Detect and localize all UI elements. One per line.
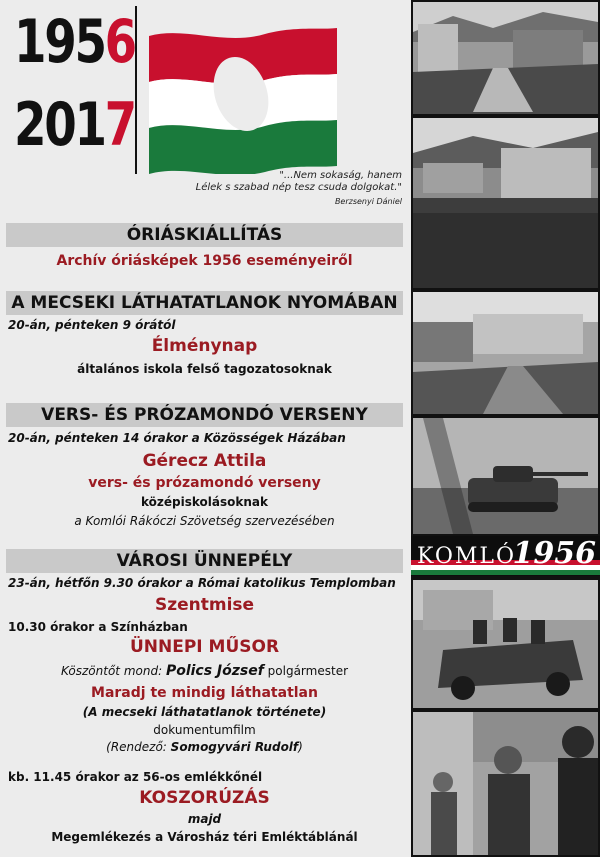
- invisible-time: 20-án, pénteken 9 órától: [8, 318, 176, 332]
- photo-square-rally: [413, 118, 598, 288]
- contest-audience: középiskolásoknak: [141, 495, 268, 509]
- photo-armored-vehicle: [413, 580, 598, 708]
- greeting-prefix: Köszöntőt mond:: [60, 664, 163, 678]
- ceremony-time-2: 10.30 órakor a Színházban: [8, 620, 188, 634]
- berzsenyi-quote: [196, 170, 402, 208]
- ceremony-title: VÁROSI ÜNNEPÉLY: [6, 549, 403, 573]
- contest-time: 20-án, pénteken 14 órakor a Közösségek Házában: [8, 431, 346, 445]
- photo-city-march: [413, 292, 598, 414]
- contest-name: Gérecz Attila: [142, 451, 267, 471]
- ceremony-time-3: kb. 11.45 órakor az 56-os emlékkőnél: [8, 770, 263, 784]
- film-title: Maradj te mindig láthatatlan: [91, 685, 318, 701]
- contest-organizer: a Komlói Rákóczi Szövetség szervezésében: [74, 514, 335, 528]
- hungarian-flag-with-hole-icon: [145, 24, 341, 174]
- director-name: Somogyvári Rudolf: [170, 740, 299, 754]
- banner-city-name: KOMLÓ: [417, 544, 517, 569]
- ceremony-time-1: 23-án, hétfőn 9.30 órakor a Római katolikus Templomban: [8, 576, 396, 590]
- komlo-1956-banner: [411, 536, 600, 576]
- ceremony-greeting: [6, 663, 403, 679]
- film-type: dokumentumfilm: [153, 723, 256, 737]
- ceremony-program: ÜNNEPI MŰSOR: [129, 637, 280, 657]
- invisible-title: A MECSEKI LÁTHATATLANOK NYOMÁBAN: [6, 291, 403, 315]
- year-2017: [14, 90, 135, 160]
- greeting-role: polgármester: [267, 664, 349, 678]
- director-suffix: ): [298, 740, 303, 754]
- year-1956: [14, 7, 135, 77]
- greeting-name: Polics József: [165, 663, 264, 679]
- year-1956-black: 195: [14, 7, 105, 77]
- exhibition-title: ÓRIÁSKIÁLLÍTÁS: [6, 223, 403, 247]
- contest-title: VERS- ÉS PRÓZAMONDÓ VERSENY: [6, 403, 403, 427]
- quote-line-1: "...Nem sokaság, hanem: [279, 170, 402, 181]
- exhibition-subtitle: Archív óriásképek 1956 eseményeiről: [56, 253, 353, 269]
- year-2017-black: 201: [14, 90, 105, 160]
- photo-tank: [413, 418, 598, 534]
- photo-street-crowd: [413, 2, 598, 114]
- ceremony-mass: Szentmise: [154, 595, 255, 615]
- invisible-event: Élménynap: [151, 336, 258, 356]
- film-director: [6, 740, 403, 754]
- contest-subtitle: vers- és prózamondó verseny: [88, 475, 321, 491]
- quote-line-2: Lélek s szabad nép tesz csuda dolgokat.": [195, 182, 402, 193]
- year-1956-red-digit: 6: [104, 7, 135, 77]
- ceremony-then: majd: [187, 812, 222, 826]
- invisible-audience: általános iskola felső tagozatosoknak: [77, 362, 332, 376]
- photo-soldiers: [413, 712, 598, 855]
- archive-photo-column: [411, 0, 600, 857]
- ceremony-memorial: Megemlékezés a Városház téri Emléktáblánál: [51, 830, 358, 844]
- director-prefix: (Rendező:: [106, 740, 167, 754]
- quote-author: Berzsenyi Dániel: [334, 197, 402, 206]
- year-2017-red-digit: 7: [104, 90, 135, 160]
- ceremony-wreath: KOSZORÚZÁS: [139, 788, 270, 808]
- header-divider: [135, 6, 137, 174]
- film-subtitle: (A mecseki láthatatlanok története): [82, 705, 327, 719]
- banner-year: 1956: [512, 536, 596, 571]
